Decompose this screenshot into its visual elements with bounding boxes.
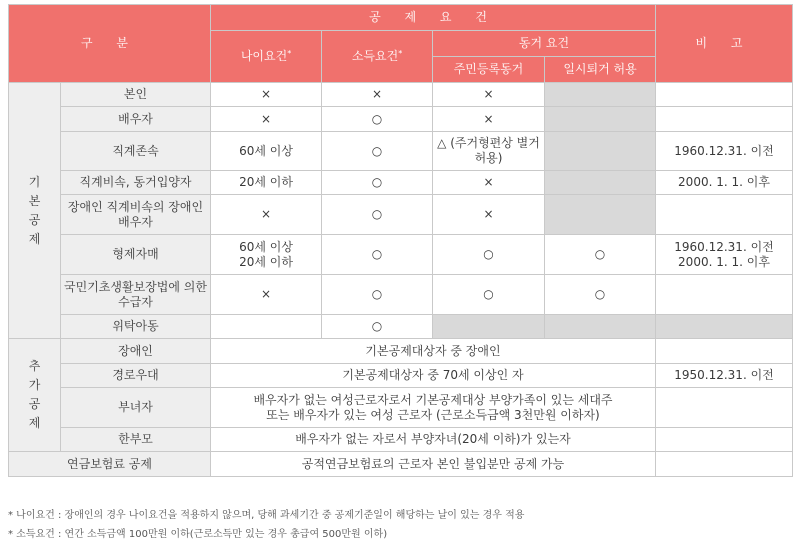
header-temporary-leave: 일시퇴거 허용: [545, 57, 656, 83]
temp-cell: ○: [545, 235, 656, 275]
temp-cell: ○: [545, 275, 656, 315]
remark-cell: [656, 107, 793, 132]
remark-cell: [656, 235, 793, 275]
content-line-2: 또는 배우자가 있는 여성 근로자 (근로소득금액 3천만원 이하자): [266, 407, 600, 422]
table-row: [9, 195, 793, 235]
header-cohabitation-requirement: 동거 요건: [433, 31, 656, 57]
income-cell: ○: [322, 107, 433, 132]
row-label: 장애인: [61, 339, 211, 364]
remark-cell: 1960.12.31. 이전: [656, 132, 793, 171]
row-label: 본인: [61, 83, 211, 107]
remark-cell: 1950.12.31. 이전: [656, 364, 793, 388]
deduction-table-container: [8, 4, 792, 477]
table-row: [9, 275, 793, 315]
remark-cell: [656, 275, 793, 315]
content-cell: [211, 388, 656, 428]
temp-cell-disabled: [545, 195, 656, 235]
table-row: [9, 428, 793, 452]
temp-cell-disabled: [545, 132, 656, 171]
remark-cell: [656, 452, 793, 477]
content-line-1: 배우자가 없는 여성근로자로서 기본공제대상 부양가족이 있는 세대주: [253, 392, 613, 407]
table-row: [9, 83, 793, 107]
age-cell: ×: [211, 275, 322, 315]
row-label: 한부모: [61, 428, 211, 452]
income-cell: ○: [322, 235, 433, 275]
remark-cell: [656, 339, 793, 364]
age-cell: ×: [211, 83, 322, 107]
age-cell: ×: [211, 107, 322, 132]
resident-cell: ×: [433, 107, 545, 132]
row-label: 직계비속, 동거입양자: [61, 171, 211, 195]
temp-cell-disabled: [545, 171, 656, 195]
content-cell: 배우자가 없는 자로서 부양자녀(20세 이하)가 있는자: [211, 428, 656, 452]
remark-cell: 2000. 1. 1. 이후: [656, 171, 793, 195]
header-income-asterisk: *: [398, 49, 403, 58]
table-row: [9, 339, 793, 364]
resident-cell: ○: [433, 275, 545, 315]
remark-cell: [656, 388, 793, 428]
header-age-asterisk: *: [287, 49, 292, 58]
row-label: 위탁아동: [61, 315, 211, 339]
table-row: [9, 388, 793, 428]
income-cell: ○: [322, 171, 433, 195]
header-age-label: 나이요건: [240, 49, 288, 63]
row-label: 배우자: [61, 107, 211, 132]
header-income-label: 소득요건: [351, 49, 399, 63]
remark-line-1: 1960.12.31. 이전: [674, 239, 774, 254]
remark-cell-disabled: [656, 315, 793, 339]
temp-cell-disabled: [545, 83, 656, 107]
content-cell: 기본공제대상자 중 70세 이상인 자: [211, 364, 656, 388]
table-row: [9, 452, 793, 477]
income-cell: ○: [322, 275, 433, 315]
remark-cell: [656, 428, 793, 452]
header-remarks: 비 고: [656, 5, 793, 83]
remark-line-2: 2000. 1. 1. 이후: [678, 254, 770, 269]
table-row: [9, 132, 793, 171]
temp-cell-disabled: [545, 107, 656, 132]
table-row: [9, 235, 793, 275]
group-basic-deduction: 기 본 공 제: [9, 83, 61, 339]
table-row: [9, 315, 793, 339]
row-label-pension: 연금보험료 공제: [9, 452, 211, 477]
resident-cell: △ (주거형편상 별거 허용): [433, 132, 545, 171]
row-label: 형제자매: [61, 235, 211, 275]
header-requirements: 공 제 요 건: [211, 5, 656, 31]
footnotes: [8, 506, 792, 544]
resident-cell: ×: [433, 195, 545, 235]
content-cell: 공적연금보험료의 근로자 본인 불입분만 공제 가능: [211, 452, 656, 477]
age-line-2: 20세 이하: [239, 254, 293, 269]
content-cell: 기본공제대상자 중 장애인: [211, 339, 656, 364]
footnote-income: * 소득요건 : 연간 소득금액 100만원 이하(근로소득만 있는 경우 총급여 500만원 이하): [8, 529, 388, 540]
age-cell: [211, 315, 322, 339]
table-row: [9, 107, 793, 132]
age-cell: ×: [211, 195, 322, 235]
table-row: [9, 364, 793, 388]
deduction-requirements-table: [8, 4, 793, 477]
income-cell: ○: [322, 315, 433, 339]
row-label: 국민기초생활보장법에 의한 수급자: [61, 275, 211, 315]
row-label: 부녀자: [61, 388, 211, 428]
temp-cell-disabled: [545, 315, 656, 339]
footnote-age: * 나이요건 : 장애인의 경우 나이요건을 적용하지 않으며, 당해 과세기간 중 공제기준일이 해당하는 날이 있는 경우 적용: [8, 510, 525, 521]
remark-cell: [656, 195, 793, 235]
income-cell: ○: [322, 195, 433, 235]
age-cell: 20세 이하: [211, 171, 322, 195]
table-row: [9, 171, 793, 195]
income-cell: ○: [322, 132, 433, 171]
header-age-requirement: [211, 31, 322, 83]
row-label: 장애인 직계비속의 장애인 배우자: [61, 195, 211, 235]
resident-cell-disabled: [433, 315, 545, 339]
header-resident-registration: 주민등록동거: [433, 57, 545, 83]
resident-cell: ○: [433, 235, 545, 275]
age-line-1: 60세 이상: [239, 239, 293, 254]
age-cell: 60세 이상: [211, 132, 322, 171]
group-additional-deduction: 추 가 공 제: [9, 339, 61, 452]
header-income-requirement: [322, 31, 433, 83]
row-label: 경로우대: [61, 364, 211, 388]
resident-cell: ×: [433, 171, 545, 195]
income-cell: ×: [322, 83, 433, 107]
remark-cell: [656, 83, 793, 107]
age-cell: [211, 235, 322, 275]
header-category: 구 분: [9, 5, 211, 83]
resident-cell: ×: [433, 83, 545, 107]
row-label: 직계존속: [61, 132, 211, 171]
